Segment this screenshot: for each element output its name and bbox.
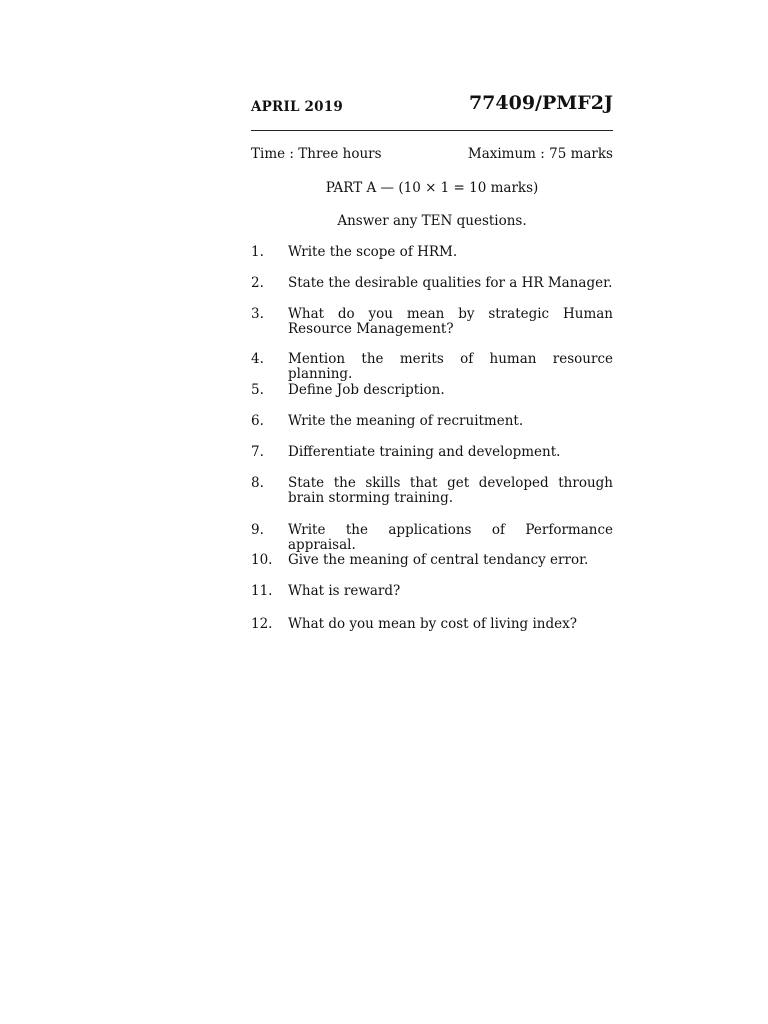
- question-number: 10.: [251, 552, 273, 568]
- question-text: What do you mean by strategic Human Resource Management?: [288, 306, 613, 337]
- question-text: Give the meaning of central tendancy error.: [288, 552, 589, 568]
- question-text: State the desirable qualities for a HR Manager.: [288, 275, 613, 291]
- question-number: 3.: [251, 306, 264, 322]
- paper-code: 77409/PMF2J: [468, 92, 613, 114]
- question-text: Write the scope of HRM.: [288, 244, 458, 260]
- paper-header: [251, 92, 613, 122]
- question-text: Define Job description.: [288, 382, 445, 398]
- question-text: Differentiate training and development.: [288, 444, 561, 460]
- part-instruction: Answer any TEN questions.: [337, 213, 527, 229]
- question-text: What do you mean by cost of living index?: [288, 616, 577, 632]
- question-number: 12.: [251, 616, 273, 632]
- question-number: 11.: [251, 583, 273, 599]
- question-text: Write the meaning of recruitment.: [288, 413, 524, 429]
- header-divider: [251, 130, 613, 131]
- question-number: 2.: [251, 275, 264, 291]
- question-number: 7.: [251, 444, 264, 460]
- question-text: Mention the merits of human resource planning.: [288, 351, 613, 382]
- question-text: Write the applications of Performance appraisal.: [288, 522, 613, 553]
- question-text: What is reward?: [288, 583, 401, 599]
- exam-month: APRIL 2019: [251, 99, 343, 115]
- exam-duration: Time : Three hours: [251, 146, 382, 162]
- question-text: State the skills that get developed through brain storming training.: [288, 475, 613, 506]
- part-heading: PART A — (10 × 1 = 10 marks): [325, 180, 539, 196]
- question-number: 1.: [251, 244, 264, 260]
- question-number: 8.: [251, 475, 264, 491]
- maximum-marks: Maximum : 75 marks: [467, 146, 613, 162]
- question-number: 6.: [251, 413, 264, 429]
- question-number: 9.: [251, 522, 264, 538]
- question-number: 5.: [251, 382, 264, 398]
- question-number: 4.: [251, 351, 264, 367]
